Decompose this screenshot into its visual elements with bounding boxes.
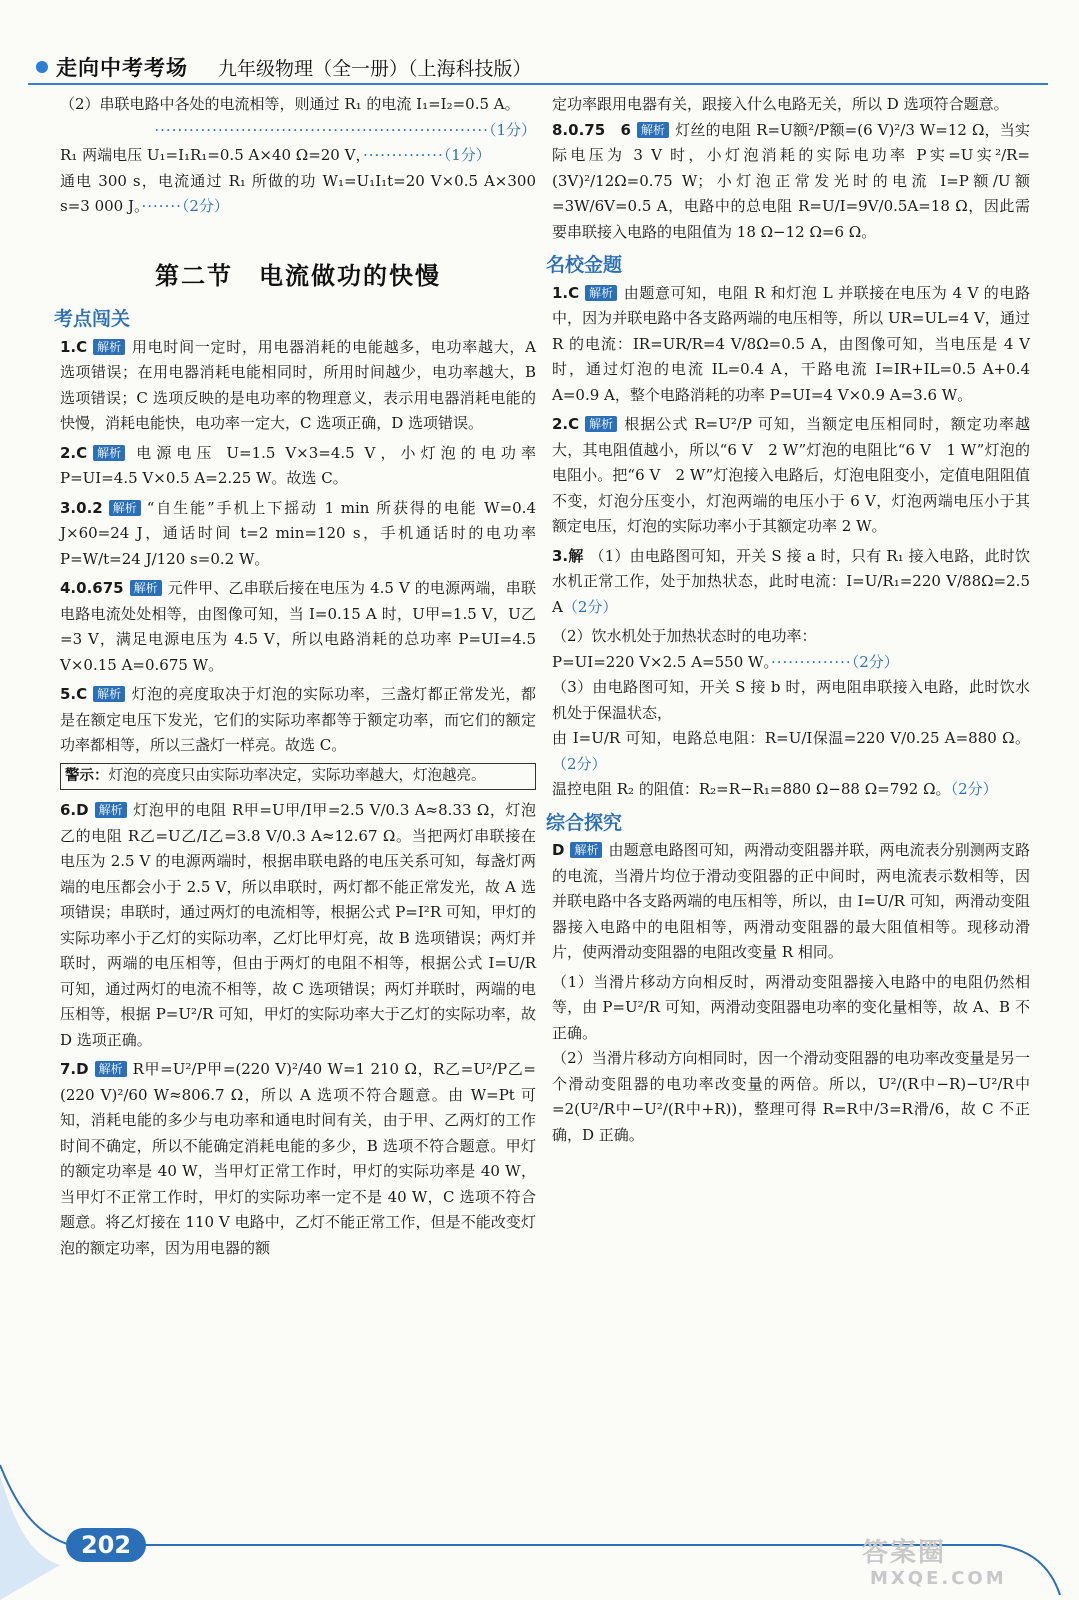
answer-item: 8.0.75 6 解析 灯丝的电阻 R=U额²/P额=(6 V)²/3 W=12 Ω，当实际电压为 3 V 时，小灯泡消耗的实际电功率 P实=U实²/R=(3V)²/12Ω=0.75 W；小灯泡正常发光时的电流 I=P额/U额=3W/6V=0.5 A，电路中的总电阻 R=U/I=9V/0.5A=18 Ω，因此需要串联接入电路的电阻值为 18 Ω−12 Ω=6 Ω。 (552, 120, 1030, 241)
watermark-logo: 答案圈 (862, 1538, 947, 1568)
answer-item: 3.0.2 解析 “自生能”手机上下摇动 1 min 所获得的电能 W=0.4 J×60=24 J，通话时间 t=2 min=120 s，手机通话时的电功率 P=W/t=24 J/120 s=0.2 W。 (60, 498, 536, 568)
answer-item: 2.C 解析 电源电压 U=1.5 V×3=4.5 V，小灯泡的电功率 P=UI=4.5 V×0.5 A=2.25 W。故选 C。 (60, 443, 536, 487)
answer-line: R₁ 两端电压 U₁=I₁R₁=0.5 A×40 Ω=20 V，··············（1分） (60, 146, 491, 164)
answer-line: （2）当滑片移动方向相同时，因一个滑动变阻器的电功率改变量是另一个滑动变阻器的电功率改变量的两倍。所以，U²/(R中−R)−U²/R中=2(U²/R中−U²/(R中+R))，整理可得 R=R中/3=R滑/6，故 C 不正确，D 正确。 (552, 1049, 1030, 1144)
answer-item: 5.C 解析 灯泡的亮度取决于灯泡的实际功率，三盏灯都正常发光，都是在额定电压下发光，它们的实际功率都等于额定功率，而它们的额定功率都相等，所以三盏灯一样亮。故选 C。 (60, 685, 536, 754)
answer-item: 1.C 解析 用电时间一定时，用电器消耗的电能越多，电功率越大，A 选项错误；在用电器消耗电能相同时，所用时间越少，电功率越大，B 选项错误；C 选项反映的是电功率的物理意义，表示用电器消耗电能的快慢，消耗电能快，电功率一定大，C 选项正确，D 选项错误。 (60, 337, 536, 432)
page-number: 202 (66, 1528, 146, 1562)
subsection-kaodian: 考点闯关 (54, 308, 131, 330)
bullet-icon (36, 61, 48, 73)
answer-line: （3）由电路图可知，开关 S 接 b 时，两电阻串联接入电路，此时饮水机处于保温状态， (552, 678, 1030, 722)
page-header (28, 50, 1048, 86)
answer-line: （2）串联电路中各处的电流相等，则通过 R₁ 的电流 I₁=I₂=0.5 A。 (60, 95, 520, 113)
subsection-mingxiao: 名校金题 (546, 254, 623, 276)
answer-item: 6.D 解析 灯泡甲的电阻 R甲=U甲/I甲=2.5 V/0.3 A≈8.33 Ω，灯泡乙的电阻 R乙=U乙/I乙=3.8 V/0.3 A≈12.67 Ω。当把两灯串联接在电压为 2.5 V 的电源两端时，根据串联电路的电压关系可知，每盏灯两端的电压都会小于 2.5 V，所以串联时，两灯都不能正常发光，故 A 选项错误；串联时，通过两灯的电流相等，根据公式 P=I²R 可知，甲灯的实际功率小于乙灯的实际功率，乙灯比甲灯亮，故 B 选项错误；两灯并联时，两端的电压相等，但由于两灯的电阻不相等，根据公式 I=U/R 可知，通过两灯的电流不相等，故 C 选项错误；两灯并联时，两端的电压相等，根据 P=U²/R 可知，甲灯的实际功率大于乙灯的实际功率，故 D 选项正确。 (60, 801, 536, 1049)
answer-item: 4.0.675 解析 元件甲、乙串联后接在电压为 4.5 V 的电源两端，串联电路电流处处相等，由图像可知，当 I=0.15 A 时，U甲=1.5 V，U乙=3 V，满足电源电压为 4.5 V，所以电路消耗的总功率 P=UI=4.5 V×0.15 A=0.675 W。 (60, 579, 536, 674)
answer-item: D 解析 由题意电路图可知，两滑动变阻器并联，两电流表分别测两支路的电流，当滑片均位于滑动变阻器的正中间时，两电流表示数相等，因并联电路中各支路两端的电压相等，所以，由 I=U/R 可知，两滑动变阻器接入电路中的电阻相等，两滑动变阻器的最大阻值相等。现移动滑片，使两滑动变阻器的电阻改变量 R 相同。 (552, 841, 1030, 961)
right-column (546, 92, 1030, 1148)
section-title: 第二节 电流做功的快慢 (155, 261, 441, 290)
answer-item: 3.解 （1）由电路图可知，开关 S 接 a 时，只有 R₁ 接入电路，此时饮水机正常工作，处于加热状态，此时电流：I=U/R₁=220 V/88Ω=2.5 A（2分） (552, 546, 1030, 616)
answer-item: 2.C 解析 根据公式 R=U²/P 可知，当额定电压相同时，额定功率越大，其电阻值越小，所以“6 V 2 W”灯泡的电阻比“6 V 1 W”灯泡的电阻小。把“6 V 2 W”灯泡接入电路后，灯泡电阻变小，定值电阻阻值不变，灯泡分压变小，灯泡两端的电压小于 6 V，灯泡两端电压小于其额定电压，灯泡的实际功率小于其额定功率 2 W。 (552, 415, 1030, 535)
answer-line: （2）饮水机处于加热状态时的电功率： (552, 627, 817, 645)
answer-line: 温控电阻 R₂ 的阻值：R₂=R−R₁=880 Ω−88 Ω=792 Ω。（2分） (552, 780, 998, 798)
score-line: ··························································（1分） (154, 120, 536, 139)
header-rule (28, 83, 1048, 85)
answer-line: （1）当滑片移动方向相反时，两滑动变阻器接入电路中的电阻仍然相等，由 P=U²/R 可知，两滑动变阻器电功率的变化量相等，故 A、B 不正确。 (552, 972, 1030, 1042)
series-brand: 走向中考考场 (56, 56, 188, 80)
book-subtitle: 九年级物理（全一册）（上海科技版） (218, 58, 532, 80)
watermark-url: MXQE.COM (870, 1568, 1007, 1589)
answer-item: 1.C 解析 由题意可知，电阻 R 和灯泡 L 并联接在电压为 4 V 的电路中，因为并联电路中各支路两端的电压相等，所以 UR=UL=4 V，通过 R 的电流：IR=UR/R=4 V/8Ω=0.5 A，由图像可知，当电压是 4 V 时，通过灯泡的电流 IL=0.4 A，干路电流 I=IR+IL=0.5 A+0.4 A=0.9 A，整个电路消耗的功率 P=UI=4 V×0.9 A=3.6 W。 (552, 283, 1030, 404)
answer-line: 由 I=U/R 可知，电路总电阻：R=U/I保温=220 V/0.25 A=880 Ω。（2分） (552, 729, 1030, 773)
subsection-zonghe: 综合探究 (546, 811, 623, 834)
answer-line: P=UI=220 V×2.5 A=550 W。··············（2分） (552, 652, 899, 671)
answer-item: 7.D 解析 R甲=U²/P甲=(220 V)²/40 W=1 210 Ω，R乙=U²/P乙=(220 V)²/60 W≈806.7 Ω，所以 A 选项不符合题意。由 W=Pt 可知，消耗电能的多少与电功率和通电时间有关，由于甲、乙两灯的工作时间不确定，所以不能确定消耗电能的多少，B 选项不符合题意。甲灯的额定功率是 40 W，当甲灯正常工作时，甲灯的实际功率是 40 W，当甲灯不正常工作时，甲灯的实际功率一定不是 40 W，C 选项不符合题意。将乙灯接在 110 V 电路中，乙灯不能正常工作，但是不能改变灯泡的额定功率，因为用电器的额 (60, 1060, 536, 1257)
answer-continuation: 定功率跟用电器有关，跟接入什么电路无关，所以 D 选项符合题意。 (552, 95, 1009, 113)
answer-line: 通电 300 s，电流通过 R₁ 所做的功 W₁=U₁I₁t=20 V×0.5 A×300 s=3 000 J。·······（2分） (60, 171, 536, 215)
left-column (54, 92, 536, 1265)
warning-box: 警示：灯泡的亮度只由实际功率决定，实际功率越大，灯泡越亮。 (60, 763, 536, 791)
